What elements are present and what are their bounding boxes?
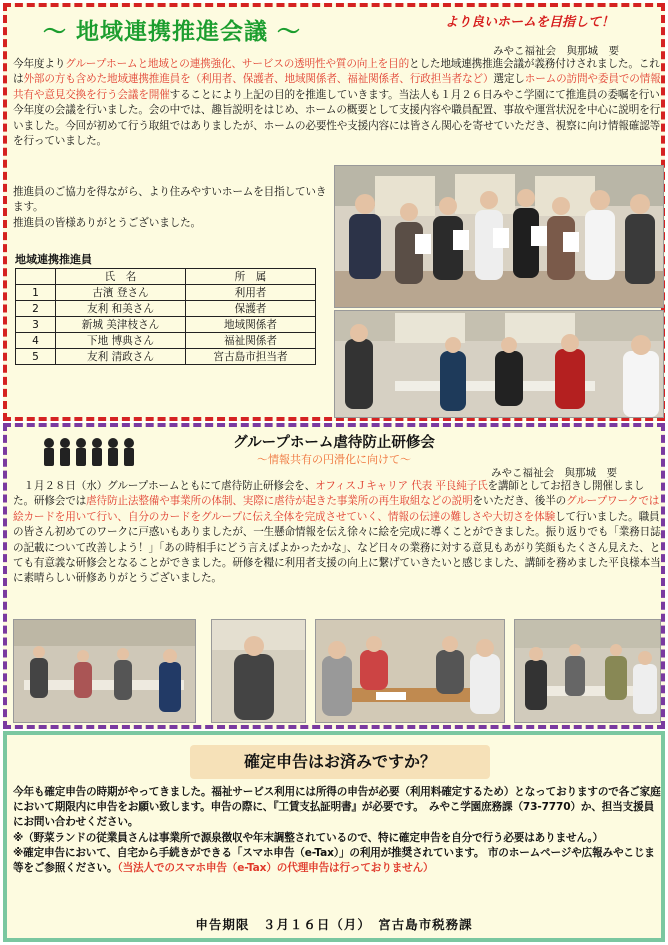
tax-paragraph [13, 785, 661, 876]
workshop-photo-1 [13, 619, 196, 723]
section-title: グループホーム虐待防止研修会 [233, 435, 435, 451]
table-row: 3 新城 美津枝さん 地域関係者 [16, 317, 316, 333]
body-text: 選定し [493, 73, 525, 86]
highlight-text: オフィスＪキャリア 代表 平良純子氏 [315, 480, 488, 492]
highlight-text: グループワークでは絵カードを用いて行い、自分のカードをグループに伝え全体を完成させていく、情報の伝達の難しさや大切さを体験 [13, 495, 660, 523]
author: みやこ福祉会 與那城 要 [491, 467, 617, 479]
section-regional-council [3, 3, 665, 421]
section-title: ～ 地域連携推進会議 ～ [43, 19, 302, 45]
highlight-text: （当法人でのスマホ申告（e-Tax）の代理申告は行っておりません） [117, 862, 434, 875]
section-title: 確定申告はお済みですか？ [190, 745, 490, 779]
slogan-badge: より良いホームを目指して！ [445, 15, 615, 30]
section-subtitle: ～情報共有の円滑化に向けて～ [257, 453, 411, 466]
highlight-text: 外部の方も含めた地域連携推進員を（利用者、保護者、地域関係者、福祉関係者、行政担当者など） [23, 73, 494, 86]
col-name: 氏 名 [56, 269, 186, 285]
workshop-photo-4 [514, 619, 661, 723]
workshop-paragraph [13, 479, 661, 617]
member-table [15, 268, 316, 365]
workshop-photo-2 [211, 619, 306, 723]
meeting-photo [334, 310, 664, 418]
body-text: をいただき、後半の [472, 495, 567, 508]
member-table-title: 地域連携推進員 [15, 253, 92, 266]
body-text: を講師としてお招きし開催しました。研修会では [13, 480, 645, 508]
body-text: １月２８日（水）グループホームともにて虐待防止研修会を、 [23, 480, 316, 492]
body-text: することにより上記の目的を推進していきます。当法人も１月２６日みやこ学園にて推進員の委嘱を行い今年度の会議を行いました。会の中では、趣旨説明をはじめ、ホームの概要として支援内容や職員配置、事故や運営状況を中心に説明を行いました。今回が初めて行う取組ではありましたが、ホームの必要性や支援内容には皆さん関心を寄せていただき、視察に向け情報確認等を行っていました。 [13, 88, 661, 148]
workshop-photo-3 [315, 619, 505, 723]
table-row: 5 友利 清政さん 宮古島市担当者 [16, 349, 316, 365]
section-abuse-prevention [3, 423, 665, 729]
closing-paragraph: 推進員のご協力を得ながら、より住みやすいホームを目指していきます。 [13, 186, 327, 214]
table-row: 1 古濱 登さん 利用者 [16, 285, 316, 301]
body-text: 今年度より [13, 58, 66, 70]
body-text: とした地域連携推進会議が義務付けされました。これは [13, 58, 660, 86]
deadline-footer: 申告期限 ３月１６日（月） 宮古島市税務課 [195, 917, 473, 932]
body-text: して行いました。職員の皆さん初めてのワークに戸惑いもありましたが、一生懸命情報を伝え徐々に絵を完成に導くことができました。振り返りでも「業務日誌の記載について改善しよう！」「あの時相手にどう言えばよかったかな」、など日々の業務に対する意見もあがり笑顔もたくさん見えた、とても有意義な研修会となることができました。研修を糧に利用者支援の向上に繋げていきたいと感じました、講師を務めました平良様本当に素晴らしい研修ありがとうございました。 [13, 510, 661, 585]
author: みやこ福祉会 與那城 要 [493, 45, 619, 57]
body-text: ※（野菜ランドの従業員さんは事業所で源泉徴収や年末調整されているので、特に確定申告を自分で行う必要はありません。） [13, 831, 604, 844]
highlight-text: 虐待防止法整備や事業所の体制、実際に虐待が起きた事業所の再生取組などの説明 [86, 495, 473, 508]
col-org: 所 属 [186, 269, 316, 285]
intro-paragraph [13, 57, 661, 181]
thanks-paragraph: 推進員の皆様ありがとうございました。 [13, 217, 201, 229]
section-tax-return [3, 731, 665, 942]
group-photo [334, 165, 664, 308]
table-row: 2 友利 和美さん 保護者 [16, 301, 316, 317]
body-text: ※確定申告において、自宅から手続きができる「スマホ申告（e-Tax）」の利用が推奨されています。 市のホームページや広報みやこじま等をご参照ください。 [13, 846, 655, 875]
body-text: 今年も確定申告の時期がやってきました。福祉サービス利用には所得の申告が必要（利用料確定するため）となっておりますので各ご家庭において期限内に申告をお願い致します。申告の際に、『工賃支払証明書』が必要です。 みやこ学園庶務課（73-7770）か、担当支援員にお問い合わせください。 [13, 786, 661, 829]
highlight-text: ホームの訪問や委員での情報共有や意見交換を行う会議を開催 [13, 73, 661, 101]
highlight-text: グループホームと地域との連携強化、サービスの透明性や質の向上を目的 [65, 58, 410, 70]
table-row: 4 下地 博典さん 福祉関係者 [16, 333, 316, 349]
